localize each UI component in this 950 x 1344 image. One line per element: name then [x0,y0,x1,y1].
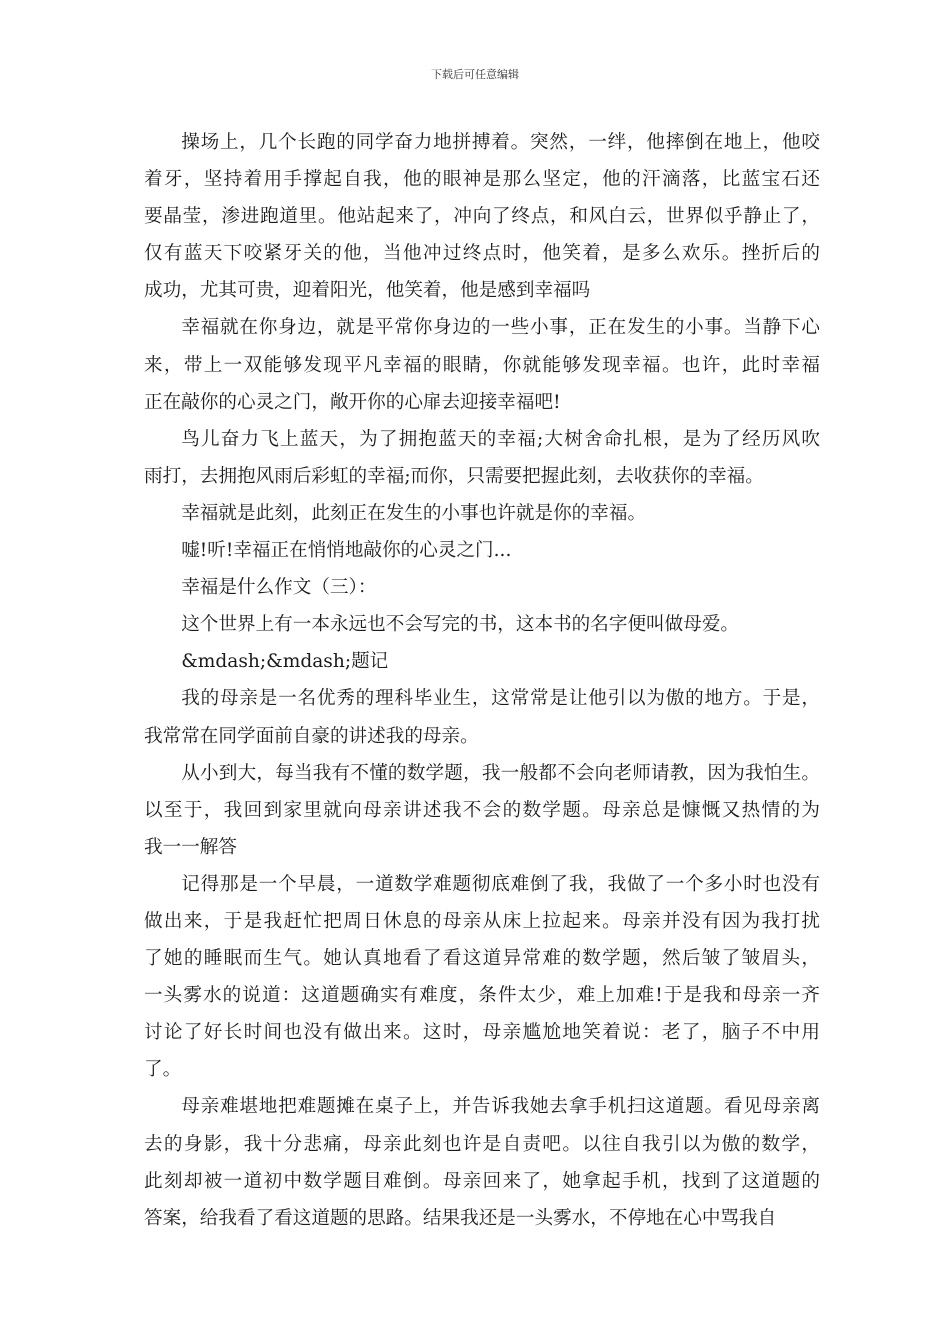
text-line: &mdash;&mdash;题记 [181,651,389,673]
text-line: 仅有蓝天下咬紧牙关的他，当他冲过终点时，他笑着，是多么欢乐。挫折后的 [144,243,820,265]
text-line: 去的身影，我十分悲痛，母亲此刻也许是自责吧。以往自我引以为傲的数学， [144,1133,820,1155]
paragraph [144,569,820,606]
text-line: 我常常在同学面前自豪的讲述我的母亲。 [144,725,479,747]
text-line: 此刻却被一道初中数学题目难倒。母亲回来了，她拿起手机，找到了这道题的 [144,1170,820,1192]
text-line: 要晶莹，渗进跑道里。他站起来了，冲向了终点，和风白云，世界似乎静止了， [144,206,820,228]
text-line: 了。 [144,1059,182,1081]
paragraph [144,606,820,643]
paragraph [144,755,820,866]
text-line: 了她的睡眠而生气。她认真地看了看这道异常难的数学题，然后皱了皱眉头， [144,948,820,970]
text-line: 做出来，于是我赶忙把周日休息的母亲从床上拉起来。母亲并没有因为我打扰 [144,910,820,932]
text-line: 我一一解答 [144,836,237,858]
text-line: 雨打，去拥抱风雨后彩虹的幸福;而你，只需要把握此刻，去收获你的幸福。 [144,465,764,487]
text-line: 成功，尤其可贵，迎着阳光，他笑着，他是感到幸福吗 [144,280,591,302]
text-line: 操场上，几个长跑的同学奋力地拼搏着。突然，一绊，他摔倒在地上，他咬 [181,132,820,153]
paragraph [144,495,820,532]
paragraph [144,1088,820,1236]
paragraph [144,680,820,754]
text-line: 幸福就是此刻，此刻正在发生的小事也许就是你的幸福。 [181,502,647,524]
text-line: 这个世界上有一本永远也不会写完的书，这本书的名字便叫做母爱。 [181,614,740,636]
text-line: 着牙，坚持着用手撑起自我，他的眼神是那么坚定，他的汗滴落，比蓝宝石还 [144,169,820,191]
text-line: 记得那是一个早晨，一道数学难题彻底难倒了我，我做了一个多小时也没有 [181,873,820,895]
paragraph [144,421,820,495]
page-header-note: 下载后可任意编辑 [431,68,519,81]
text-line: 答案，给我看了看这道题的思路。结果我还是一头雾水，不停地在心中骂我自 [144,1207,777,1229]
text-line: 来，带上一双能够发现平凡幸福的眼睛，你就能够发现幸福。也许，此时幸福 [144,354,820,376]
text-line: 幸福是什么作文（三）： [181,577,377,599]
text-line: 讨论了好长时间也没有做出来。这时，母亲尴尬地笑着说：老了，脑子不中用 [144,1022,820,1044]
text-line: 以至于，我回到家里就向母亲讲述我不会的数学题。母亲总是慷慨又热情的为 [144,799,820,821]
text-line: 嘘!听!幸福正在悄悄地敲你的心灵之门... [181,540,512,562]
paragraph [144,643,820,680]
text-line: 一头雾水的说道：这道题确实有难度，条件太少，难上加难!于是我和母亲一齐 [144,985,820,1007]
text-line: 鸟儿奋力飞上蓝天，为了拥抱蓝天的幸福;大树舍命扎根，是为了经历风吹 [181,428,820,450]
text-line: 我的母亲是一名优秀的理科毕业生，这常常是让他引以为傲的地方。于是， [181,688,820,710]
text-line: 正在敲你的心灵之门，敞开你的心扉去迎接幸福吧! [144,391,561,413]
paragraph [144,532,820,569]
text-line: 幸福就在你身边，就是平常你身边的一些小事，正在发生的小事。当静下心 [181,317,820,339]
text-line: 从小到大，每当我有不懂的数学题，我一般都不会向老师请教，因为我怕生。 [181,762,820,784]
paragraph [144,124,820,309]
text-line: 母亲难堪地把难题摊在桌子上，并告诉我她去拿手机扫这道题。看见母亲离 [181,1096,820,1118]
document-body [144,124,820,1237]
paragraph [144,866,820,1089]
paragraph [144,309,820,420]
